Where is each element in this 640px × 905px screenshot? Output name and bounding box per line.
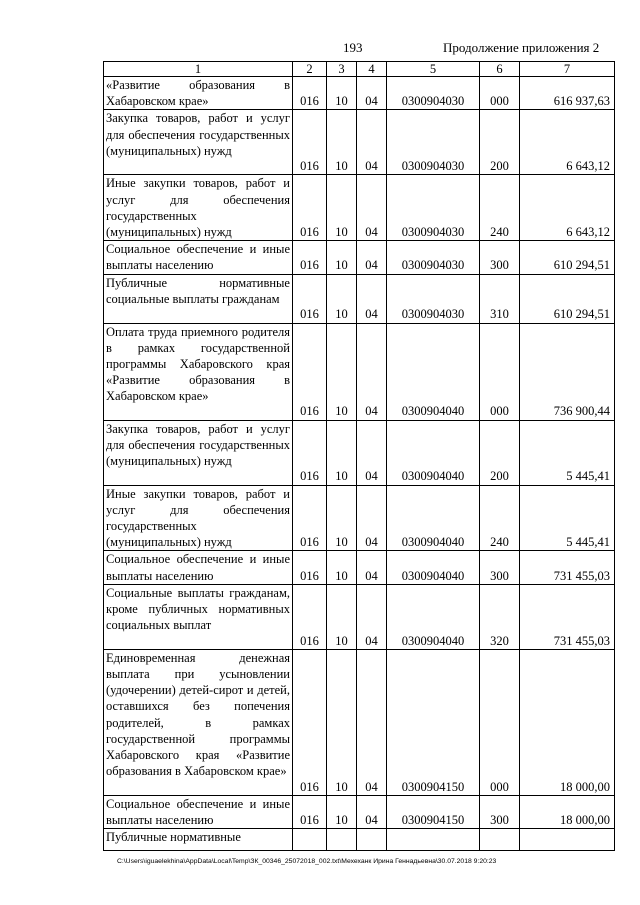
code-cell: 016	[293, 795, 327, 828]
column-header: 6	[480, 62, 520, 77]
expense-type-cell: 300	[480, 795, 520, 828]
column-header: 4	[357, 62, 387, 77]
section-cell: 10	[327, 551, 357, 584]
row-name-cell: Иные закупки товаров, работ и услуг для обеспечения государственных (муниципальных) нужд	[104, 485, 293, 551]
column-header: 3	[327, 62, 357, 77]
amount-cell: 731 455,03	[520, 584, 615, 649]
target-article-cell: 0300904030	[387, 110, 480, 175]
row-name-cell: Социальное обеспечение и иные выплаты населению	[104, 241, 293, 274]
expense-type-cell	[480, 829, 520, 851]
row-name-cell: Социальные выплаты гражданам, кроме публичных нормативных социальных выплат	[104, 584, 293, 649]
expense-type-cell: 000	[480, 649, 520, 795]
code-cell: 016	[293, 274, 327, 323]
expense-type-cell: 200	[480, 110, 520, 175]
table-row	[104, 323, 615, 420]
target-article-cell: 0300904150	[387, 649, 480, 795]
expense-type-cell: 320	[480, 584, 520, 649]
subsection-cell: 04	[357, 795, 387, 828]
target-article-cell: 0300904030	[387, 77, 480, 110]
amount-cell: 610 294,51	[520, 274, 615, 323]
subsection-cell	[357, 829, 387, 851]
subsection-cell: 04	[357, 420, 387, 485]
target-article-cell	[387, 829, 480, 851]
table-row	[104, 649, 615, 795]
expense-type-cell: 240	[480, 485, 520, 551]
page-number: 193	[343, 40, 363, 55]
amount-cell: 5 445,41	[520, 420, 615, 485]
section-cell: 10	[327, 584, 357, 649]
expense-type-cell: 000	[480, 77, 520, 110]
target-article-cell: 0300904040	[387, 420, 480, 485]
subsection-cell: 04	[357, 649, 387, 795]
target-article-cell: 0300904040	[387, 323, 480, 420]
row-name-cell: «Развитие образования в Хабаровском крае»	[104, 77, 293, 110]
code-cell: 016	[293, 323, 327, 420]
subsection-cell: 04	[357, 77, 387, 110]
amount-cell: 18 000,00	[520, 649, 615, 795]
table-row	[104, 551, 615, 584]
target-article-cell: 0300904040	[387, 485, 480, 551]
expense-type-cell: 000	[480, 323, 520, 420]
code-cell: 016	[293, 584, 327, 649]
row-name-cell: Иные закупки товаров, работ и услуг для обеспечения государственных (муниципальных) нужд	[104, 175, 293, 241]
code-cell: 016	[293, 241, 327, 274]
code-cell: 016	[293, 175, 327, 241]
table-row	[104, 77, 615, 110]
subsection-cell: 04	[357, 551, 387, 584]
table-row	[104, 420, 615, 485]
code-cell: 016	[293, 110, 327, 175]
section-cell: 10	[327, 795, 357, 828]
continuation-title: Продолжение приложения 2	[443, 40, 600, 55]
column-header: 7	[520, 62, 615, 77]
section-cell	[327, 829, 357, 851]
table-row	[104, 829, 615, 851]
target-article-cell: 0300904030	[387, 274, 480, 323]
column-header: 2	[293, 62, 327, 77]
amount-cell: 610 294,51	[520, 241, 615, 274]
code-cell: 016	[293, 485, 327, 551]
section-cell: 10	[327, 274, 357, 323]
amount-cell: 6 643,12	[520, 175, 615, 241]
budget-table	[103, 61, 615, 851]
code-cell: 016	[293, 77, 327, 110]
column-header: 5	[387, 62, 480, 77]
section-cell: 10	[327, 485, 357, 551]
table-row	[104, 241, 615, 274]
row-name-cell: Социальное обеспечение и иные выплаты населению	[104, 551, 293, 584]
amount-cell: 616 937,63	[520, 77, 615, 110]
row-name-cell: Социальное обеспечение и иные выплаты населению	[104, 795, 293, 828]
section-cell: 10	[327, 110, 357, 175]
subsection-cell: 04	[357, 584, 387, 649]
subsection-cell: 04	[357, 274, 387, 323]
expense-type-cell: 310	[480, 274, 520, 323]
section-cell: 10	[327, 241, 357, 274]
row-name-cell: Закупка товаров, работ и услуг для обеспечения государственных (муниципальных) нужд	[104, 420, 293, 485]
section-cell: 10	[327, 649, 357, 795]
subsection-cell: 04	[357, 175, 387, 241]
row-name-cell: Единовременная денежная выплата при усыновлении (удочерении) детей-сирот и детей, оставшихся без попечения родителей, в рамках государственной программы Хабаровского края «Развитие образования в Хабаровском крае»	[104, 649, 293, 795]
amount-cell: 6 643,12	[520, 110, 615, 175]
code-cell	[293, 829, 327, 851]
amount-cell: 736 900,44	[520, 323, 615, 420]
table-header-row	[104, 62, 615, 77]
subsection-cell: 04	[357, 241, 387, 274]
table-row	[104, 274, 615, 323]
target-article-cell: 0300904030	[387, 241, 480, 274]
column-header: 1	[104, 62, 293, 77]
code-cell: 016	[293, 420, 327, 485]
amount-cell: 731 455,03	[520, 551, 615, 584]
table-row	[104, 485, 615, 551]
expense-type-cell: 200	[480, 420, 520, 485]
table-row	[104, 110, 615, 175]
section-cell: 10	[327, 420, 357, 485]
file-path-footer: C:\Users\iguaelekhina\AppData\Local\Temp\ЗК_00346_25072018_002.txt\Мехеханк Ирина Геннадьевна\30.07.2018 9:20:23	[117, 858, 497, 865]
code-cell: 016	[293, 649, 327, 795]
expense-type-cell: 240	[480, 175, 520, 241]
section-cell: 10	[327, 323, 357, 420]
row-name-cell: Публичные нормативные социальные выплаты гражданам	[104, 274, 293, 323]
row-name-cell: Закупка товаров, работ и услуг для обеспечения государственных (муниципальных) нужд	[104, 110, 293, 175]
section-cell: 10	[327, 175, 357, 241]
amount-cell: 18 000,00	[520, 795, 615, 828]
row-name-cell: Публичные нормативные	[104, 829, 293, 851]
amount-cell: 5 445,41	[520, 485, 615, 551]
table-row	[104, 795, 615, 828]
expense-type-cell: 300	[480, 241, 520, 274]
table-row	[104, 584, 615, 649]
target-article-cell: 0300904040	[387, 551, 480, 584]
target-article-cell: 0300904040	[387, 584, 480, 649]
target-article-cell: 0300904150	[387, 795, 480, 828]
section-cell: 10	[327, 77, 357, 110]
code-cell: 016	[293, 551, 327, 584]
expense-type-cell: 300	[480, 551, 520, 584]
row-name-cell: Оплата труда приемного родителя в рамках государственной программы Хабаровского края «Развитие образования в Хабаровском крае»	[104, 323, 293, 420]
subsection-cell: 04	[357, 485, 387, 551]
table-row	[104, 175, 615, 241]
subsection-cell: 04	[357, 110, 387, 175]
target-article-cell: 0300904030	[387, 175, 480, 241]
subsection-cell: 04	[357, 323, 387, 420]
amount-cell	[520, 829, 615, 851]
